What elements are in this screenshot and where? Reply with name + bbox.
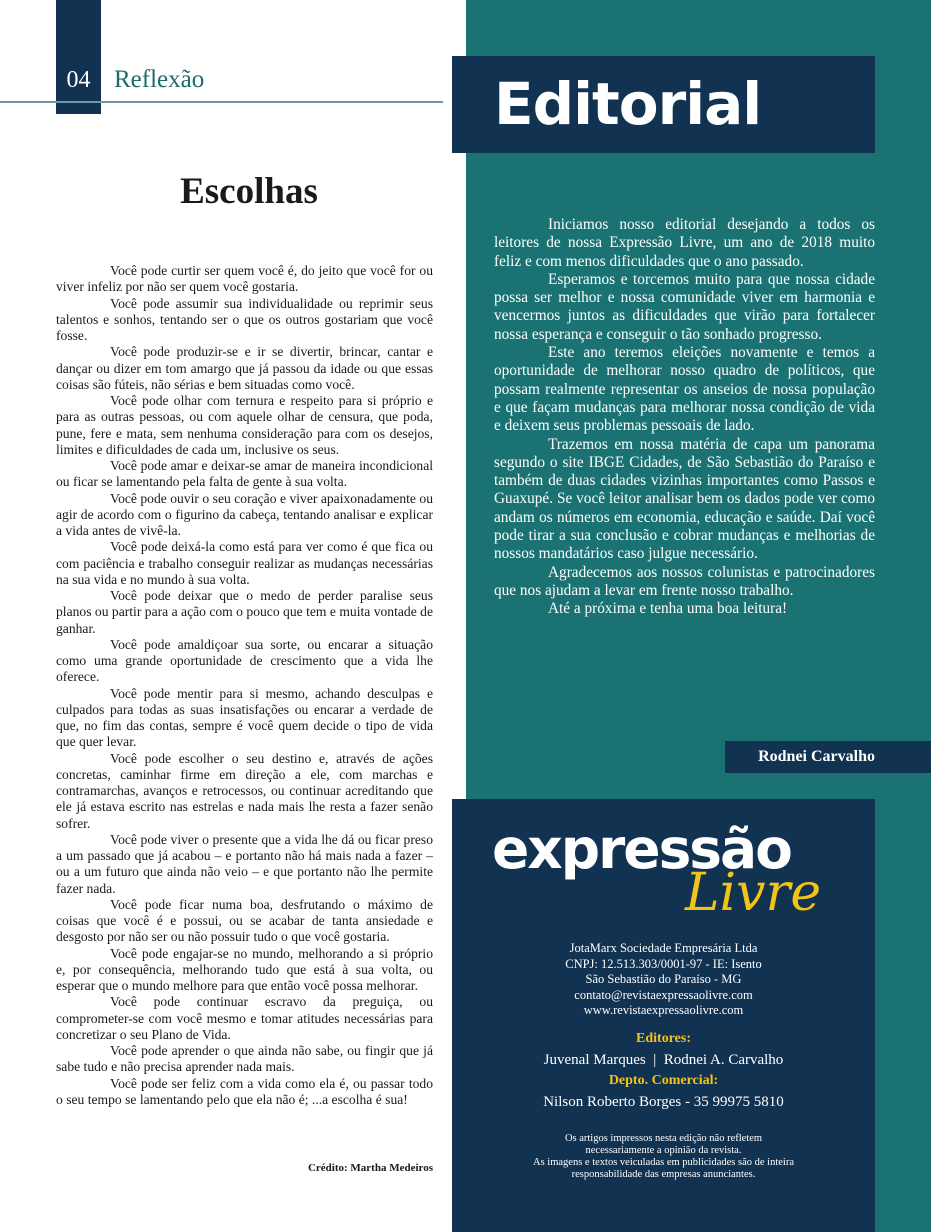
editorial-title: Editorial — [494, 70, 762, 138]
page-number-tab — [56, 0, 101, 114]
company-email: contato@revistaexpressaolivre.com — [574, 987, 753, 1002]
editorial-paragraph: Agradecemos aos nossos colunistas e patrocinadores que nos ajudam a levar em frente nosso trabalho. — [494, 563, 875, 599]
disclaimer — [452, 1133, 875, 1181]
commercial-contact: Nilson Roberto Borges - 35 99975 5810 — [543, 1094, 784, 1110]
article-paragraph: Você pode produzir-se e ir se divertir, brincar, cantar e dançar ou dizer em tom amargo que já passou da idade ou que essas coisas são fúteis, não sérias e bem situadas como você. — [56, 344, 433, 392]
company-line: CNPJ: 12.513.303/0001-97 - IE: Isento — [565, 956, 762, 971]
article-paragraph: Você pode aprender o que ainda não sabe, ou fingir que já sabe tudo e não precisa aprender nada mais. — [56, 1043, 433, 1075]
page-number: 04 — [66, 67, 91, 93]
editors-label: Editores: — [636, 1031, 691, 1046]
article-paragraph: Você pode deixar que o medo de perder paralise seus planos ou partir para a ação com o pouco que tem e muita vontade de ganhar. — [56, 588, 433, 636]
company-line: JotaMarx Sociedade Empresária Ltda — [569, 941, 758, 955]
disclaimer-line: As imagens e textos veiculadas em publicidades são de inteira — [533, 1157, 794, 1168]
editorial-body — [494, 216, 875, 619]
editorial-paragraph: Este ano teremos eleições novamente e temos a oportunidade de melhorar nosso quadro de políticos, que possam realmente representar os anseios de nossa população e que façam mudanças para melhorar nossa condição de vida e deixem seus problemas pessoais de lado. — [494, 344, 875, 435]
editorial-paragraph: Esperamos e torcemos muito para que nossa cidade possa ser melhor e nossa comunidade viver em harmonia e vencermos juntos as dificuldades que virão para fortalecer nossa esperança e conseguir o tão sonhado progresso. — [494, 270, 875, 343]
article-paragraph: Você pode ser feliz com a vida como ela é, ou passar todo o seu tempo se lamentando pelo que ela não é; ...a escolha é sua! — [56, 1075, 433, 1107]
logo-wordmark: expressão — [492, 817, 791, 881]
disclaimer-line: responsabilidade das empresas anunciantes. — [571, 1169, 756, 1180]
company-website: www.revistaexpressaolivre.com — [583, 1003, 744, 1017]
editorial-author: Rodnei Carvalho — [758, 748, 875, 765]
company-info — [452, 941, 875, 1019]
disclaimer-line: Os artigos impressos nesta edição não refletem — [564, 1133, 763, 1144]
header-divider — [0, 101, 443, 103]
article-paragraph: Você pode ouvir o seu coração e viver apaixonadamente ou agir de acordo com o figurino da cabeça, tentando analisar e explicar a vida antes de vivê-la. — [56, 490, 433, 538]
company-line: São Sebastião do Paraíso - MG — [585, 972, 742, 986]
article-paragraph: Você pode olhar com ternura e respeito para si próprio e para as outras pessoas, ou com aquele olhar de censura, que poda, pune, fere e mata, sem nenhuma consideração para com os desejos, limites e dificuldades de cada um, inclusive os seus. — [56, 393, 433, 457]
commercial-label: Depto. Comercial: — [608, 1073, 719, 1088]
article-body — [56, 263, 433, 1108]
editorial-banner — [452, 56, 875, 153]
article-paragraph: Você pode engajar-se no mundo, melhorando a si próprio e, por consequência, melhorando tudo que está à sua volta, ou esperar que o mundo melhore para que então você possa melhorar. — [56, 945, 433, 993]
article-paragraph: Você pode viver o presente que a vida lhe dá ou ficar preso a um passado que já acabou – e portanto não há mais nada a fazer – ou a um futuro que ainda não veio – e que portanto não lhe permite fazer nada. — [56, 831, 433, 896]
logo-script: Livre — [685, 863, 822, 923]
editorial-paragraph: Até a próxima e tenha uma boa leitura! — [548, 600, 788, 618]
article-paragraph: Você pode amaldiçoar sua sorte, ou encarar a situação como uma grande oportunidade de crescimento que a vida lhe oferece. — [56, 636, 433, 685]
article-paragraph: Você pode ficar numa boa, desfrutando o máximo de coisas que você é e possui, ou se acabar de tanta ansiedade e desgosto por não ser ou não possuir tudo o que você gostaria. — [56, 896, 433, 945]
masthead-box — [452, 799, 875, 1232]
article-paragraph: Você pode deixá-la como está para ver como é que fica ou com paciência e trabalho conseguir realizar as mudanças necessárias na sua vida e no mundo à sua volta. — [56, 539, 433, 587]
article-paragraph: Você pode curtir ser quem você é, do jeito que você for ou viver infeliz por não ser quem você gostaria. — [56, 263, 433, 295]
editorial-paragraph: Trazemos em nossa matéria de capa um panorama segundo o site IBGE Cidades, de São Sebastião do Paraíso e também de duas cidades vizinhas importantes como Passos e Guaxupé. Se você leitor analisar bem os dados pode ver como andam os números em economia, educação e saúde. Daí você pode tirar a sua conclusão e cobrar mudanças e melhorias de nossos mandatários caso julgue necessário. — [494, 435, 875, 563]
article-paragraph: Você pode escolher o seu destino e, através de ações concretas, caminhar firme em direção a ele, com marchas e contramarchas, avanços e retrocessos, ou continuar acreditando que ele já estava escrito nas estrelas e nada mais lhe resta a fazer senão sofrer. — [56, 750, 433, 831]
author-box — [725, 741, 931, 773]
article-paragraph: Você pode amar e deixar-se amar de maneira incondicional ou ficar se lamentando pela falta de gente à sua volta. — [56, 458, 433, 490]
editorial-paragraph: Iniciamos nosso editorial desejando a todos os leitores de nossa Expressão Livre, um ano de 2018 muito feliz e com menos dificuldades que o ano passado. — [494, 216, 875, 270]
article-credit: Crédito: Martha Medeiros — [307, 1162, 433, 1174]
article-paragraph: Você pode assumir sua individualidade ou reprimir seus talentos e sonhos, tentando ser o que os outros gostariam que você fosse. — [56, 295, 433, 343]
article-paragraph: Você pode mentir para si mesmo, achando desculpas e culpados para todas as suas insatisfações ou encarar a verdade de que, no fim das contas, sempre é você quem decide o tipo de vida que quer levar. — [56, 685, 433, 750]
article-title: Escolhas — [180, 171, 318, 212]
editors-names: Juvenal Marques | Rodnei A. Carvalho — [543, 1052, 784, 1068]
article-paragraph: Você pode continuar escravo da preguiça, ou comprometer-se com você mesmo e tomar atitudes necessárias para concretizar o seu Plano de Vida. — [56, 994, 433, 1042]
disclaimer-line: necessariamente a opinião da revista. — [585, 1145, 742, 1156]
section-label: Reflexão — [114, 66, 205, 93]
